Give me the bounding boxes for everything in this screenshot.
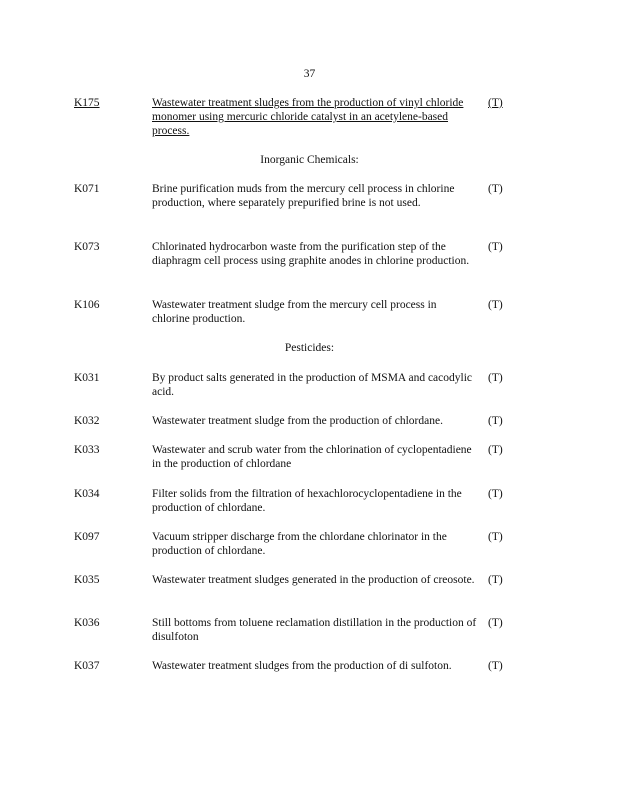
hazard-code: (T): [488, 617, 503, 629]
waste-code: K097: [74, 531, 100, 543]
waste-description: Still bottoms from toluene reclamation distillation in the production of disulfoton: [152, 617, 477, 643]
waste-description: Wastewater treatment sludge from the mercury cell process in chlorine production.: [152, 299, 437, 325]
waste-code: K175: [74, 97, 100, 109]
waste-description: Brine purification muds from the mercury cell process in chlorine production, where separately prepurified brine is not used.: [152, 183, 455, 209]
waste-description: Filter solids from the filtration of hexachlorocyclopentadiene in the production of chlordane.: [152, 488, 462, 514]
waste-description: Vacuum stripper discharge from the chlordane chlorinator in the production of chlordane.: [152, 531, 447, 557]
hazard-code: (T): [488, 183, 503, 195]
waste-description: Wastewater treatment sludges from the production of vinyl chloride monomer using mercuric chloride catalyst in an acetylene-based process.: [152, 97, 464, 137]
waste-code: K031: [74, 372, 100, 384]
page-number: 37: [303, 68, 316, 80]
section-heading-inorganic: Inorganic Chemicals:: [260, 154, 359, 166]
waste-code: K071: [74, 183, 100, 195]
hazard-code: (T): [488, 488, 503, 500]
hazard-code: (T): [488, 97, 503, 109]
waste-code: K073: [74, 241, 100, 253]
waste-code: K035: [74, 574, 100, 586]
waste-code: K033: [74, 444, 100, 456]
hazard-code: (T): [488, 574, 503, 586]
waste-code: K037: [74, 660, 100, 672]
hazard-code: (T): [488, 241, 503, 253]
waste-description: Wastewater treatment sludges generated in the production of creosote.: [152, 574, 475, 586]
waste-description: Wastewater treatment sludges from the production of di sulfoton.: [152, 660, 452, 672]
waste-code: K032: [74, 415, 100, 427]
hazard-code: (T): [488, 531, 503, 543]
hazard-code: (T): [488, 660, 503, 672]
waste-description: By product salts generated in the production of MSMA and cacodylic acid.: [152, 372, 473, 398]
waste-code: K036: [74, 617, 100, 629]
waste-code: K034: [74, 488, 100, 500]
waste-description: Chlorinated hydrocarbon waste from the purification step of the diaphragm cell process using graphite anodes in chlorine production.: [152, 241, 470, 267]
waste-description: Wastewater and scrub water from the chlorination of cyclopentadiene in the production of chlordane: [152, 444, 472, 470]
hazard-code: (T): [488, 444, 503, 456]
waste-description: Wastewater treatment sludge from the production of chlordane.: [152, 415, 443, 427]
hazard-code: (T): [488, 372, 503, 384]
hazard-code: (T): [488, 299, 503, 311]
waste-code: K106: [74, 299, 100, 311]
section-heading-pesticides: Pesticides:: [284, 342, 335, 354]
hazard-code: (T): [488, 415, 503, 427]
